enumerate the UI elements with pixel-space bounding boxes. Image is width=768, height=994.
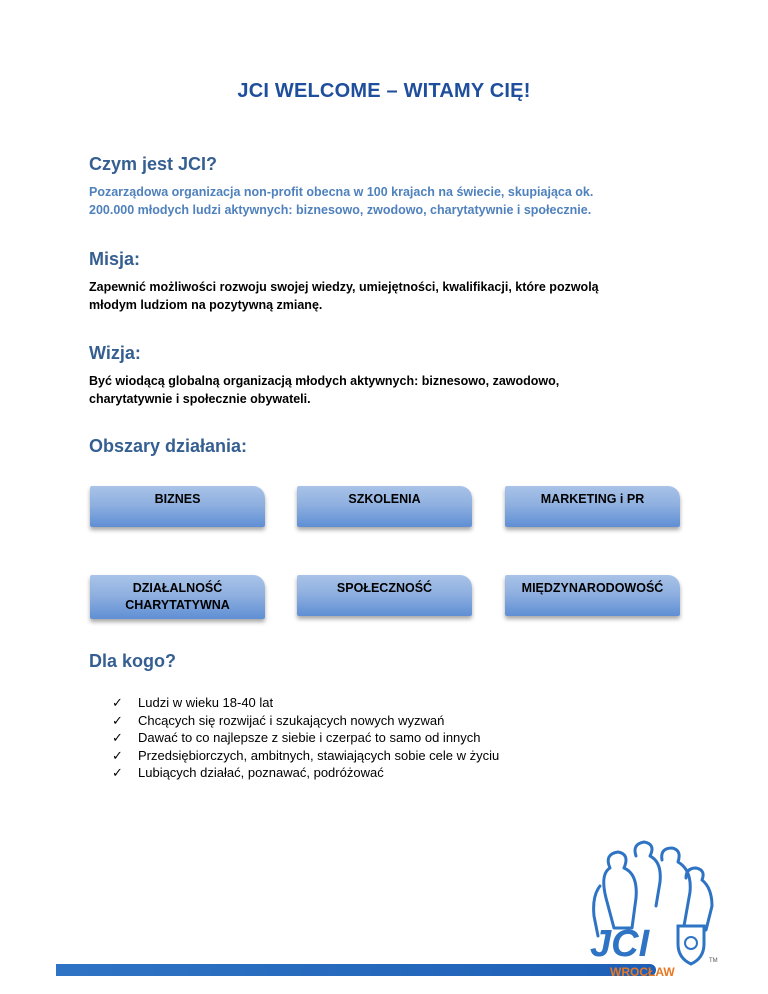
mission-line-2: młodym ludziom na pozytywną zmianę. [89, 298, 323, 312]
list-item-text: Przedsiębiorczych, ambitnych, stawiających sobie cele w życiu [138, 747, 500, 763]
page-title: JCI WELCOME – WITAMY CIĘ! [237, 80, 531, 102]
mission-text [89, 278, 689, 314]
logo-subtext: WROCŁAW [610, 965, 675, 978]
area-box-label-2: CHARYTATYWNA [125, 598, 230, 612]
list-item [112, 712, 499, 730]
area-box-label: DZIAŁALNOŚĆ [132, 581, 223, 595]
area-box-label: MIĘDZYNARODOWOŚĆ [521, 581, 664, 595]
section-heading-what: Czym jest JCI? [89, 154, 218, 174]
area-box-training [297, 486, 472, 527]
check-icon: ✓ [112, 712, 123, 728]
section-heading-areas: Obszary działania: [89, 436, 248, 456]
list-item-text: Dawać to co najlepsze z siebie i czerpać to samo od innych [138, 730, 481, 745]
audience-list [112, 694, 499, 782]
what-text [89, 183, 689, 219]
section-heading-vision: Wizja: [89, 343, 141, 363]
vision-line-2: charytatywnie i społecznie obywateli. [89, 392, 311, 406]
section-heading-audience: Dla kogo? [89, 651, 177, 671]
area-box-community [297, 575, 472, 616]
area-box-international [505, 575, 680, 616]
area-box-charity [90, 575, 265, 619]
area-box-label: BIZNES [154, 492, 201, 506]
footer-bar [56, 964, 656, 976]
jci-wroclaw-logo [588, 838, 718, 978]
vision-text [89, 372, 689, 408]
section-heading-mission: Misja: [89, 249, 141, 269]
logo-text: JCI [590, 923, 650, 965]
list-item-text: Ludzi w wieku 18-40 lat [138, 695, 274, 710]
check-icon: ✓ [112, 747, 123, 763]
check-icon: ✓ [112, 695, 123, 710]
logo-tm: TM [709, 958, 718, 964]
area-box-business [90, 486, 265, 527]
list-item [112, 764, 499, 782]
area-box-label: SPOŁECZNOŚĆ [336, 581, 433, 595]
list-item [112, 747, 499, 765]
list-item [112, 729, 499, 747]
what-line-1: Pozarządowa organizacja non-profit obecna w 100 krajach na świecie, skupiająca ok. [89, 185, 594, 199]
list-item-text: Lubiących działać, poznawać, podróżować [138, 765, 384, 780]
list-item-text: Chcących się rozwijać i szukających nowych wyzwań [138, 712, 445, 728]
area-box-label: SZKOLENIA [348, 492, 421, 506]
mission-line-1: Zapewnić możliwości rozwoju swojej wiedzy, umiejętności, kwalifikacji, które pozwolą [89, 280, 599, 294]
vision-line-1: Być wiodącą globalną organizacją młodych aktywnych: biznesowo, zawodowo, [89, 374, 560, 388]
area-box-marketing [505, 486, 680, 527]
check-icon: ✓ [112, 730, 123, 745]
area-box-label: MARKETING i PR [540, 492, 645, 506]
check-icon: ✓ [112, 765, 123, 780]
what-line-2: 200.000 młodych ludzi aktywnych: biznesowo, zwodowo, charytatywnie i społecznie. [89, 203, 592, 217]
list-item [112, 694, 499, 712]
